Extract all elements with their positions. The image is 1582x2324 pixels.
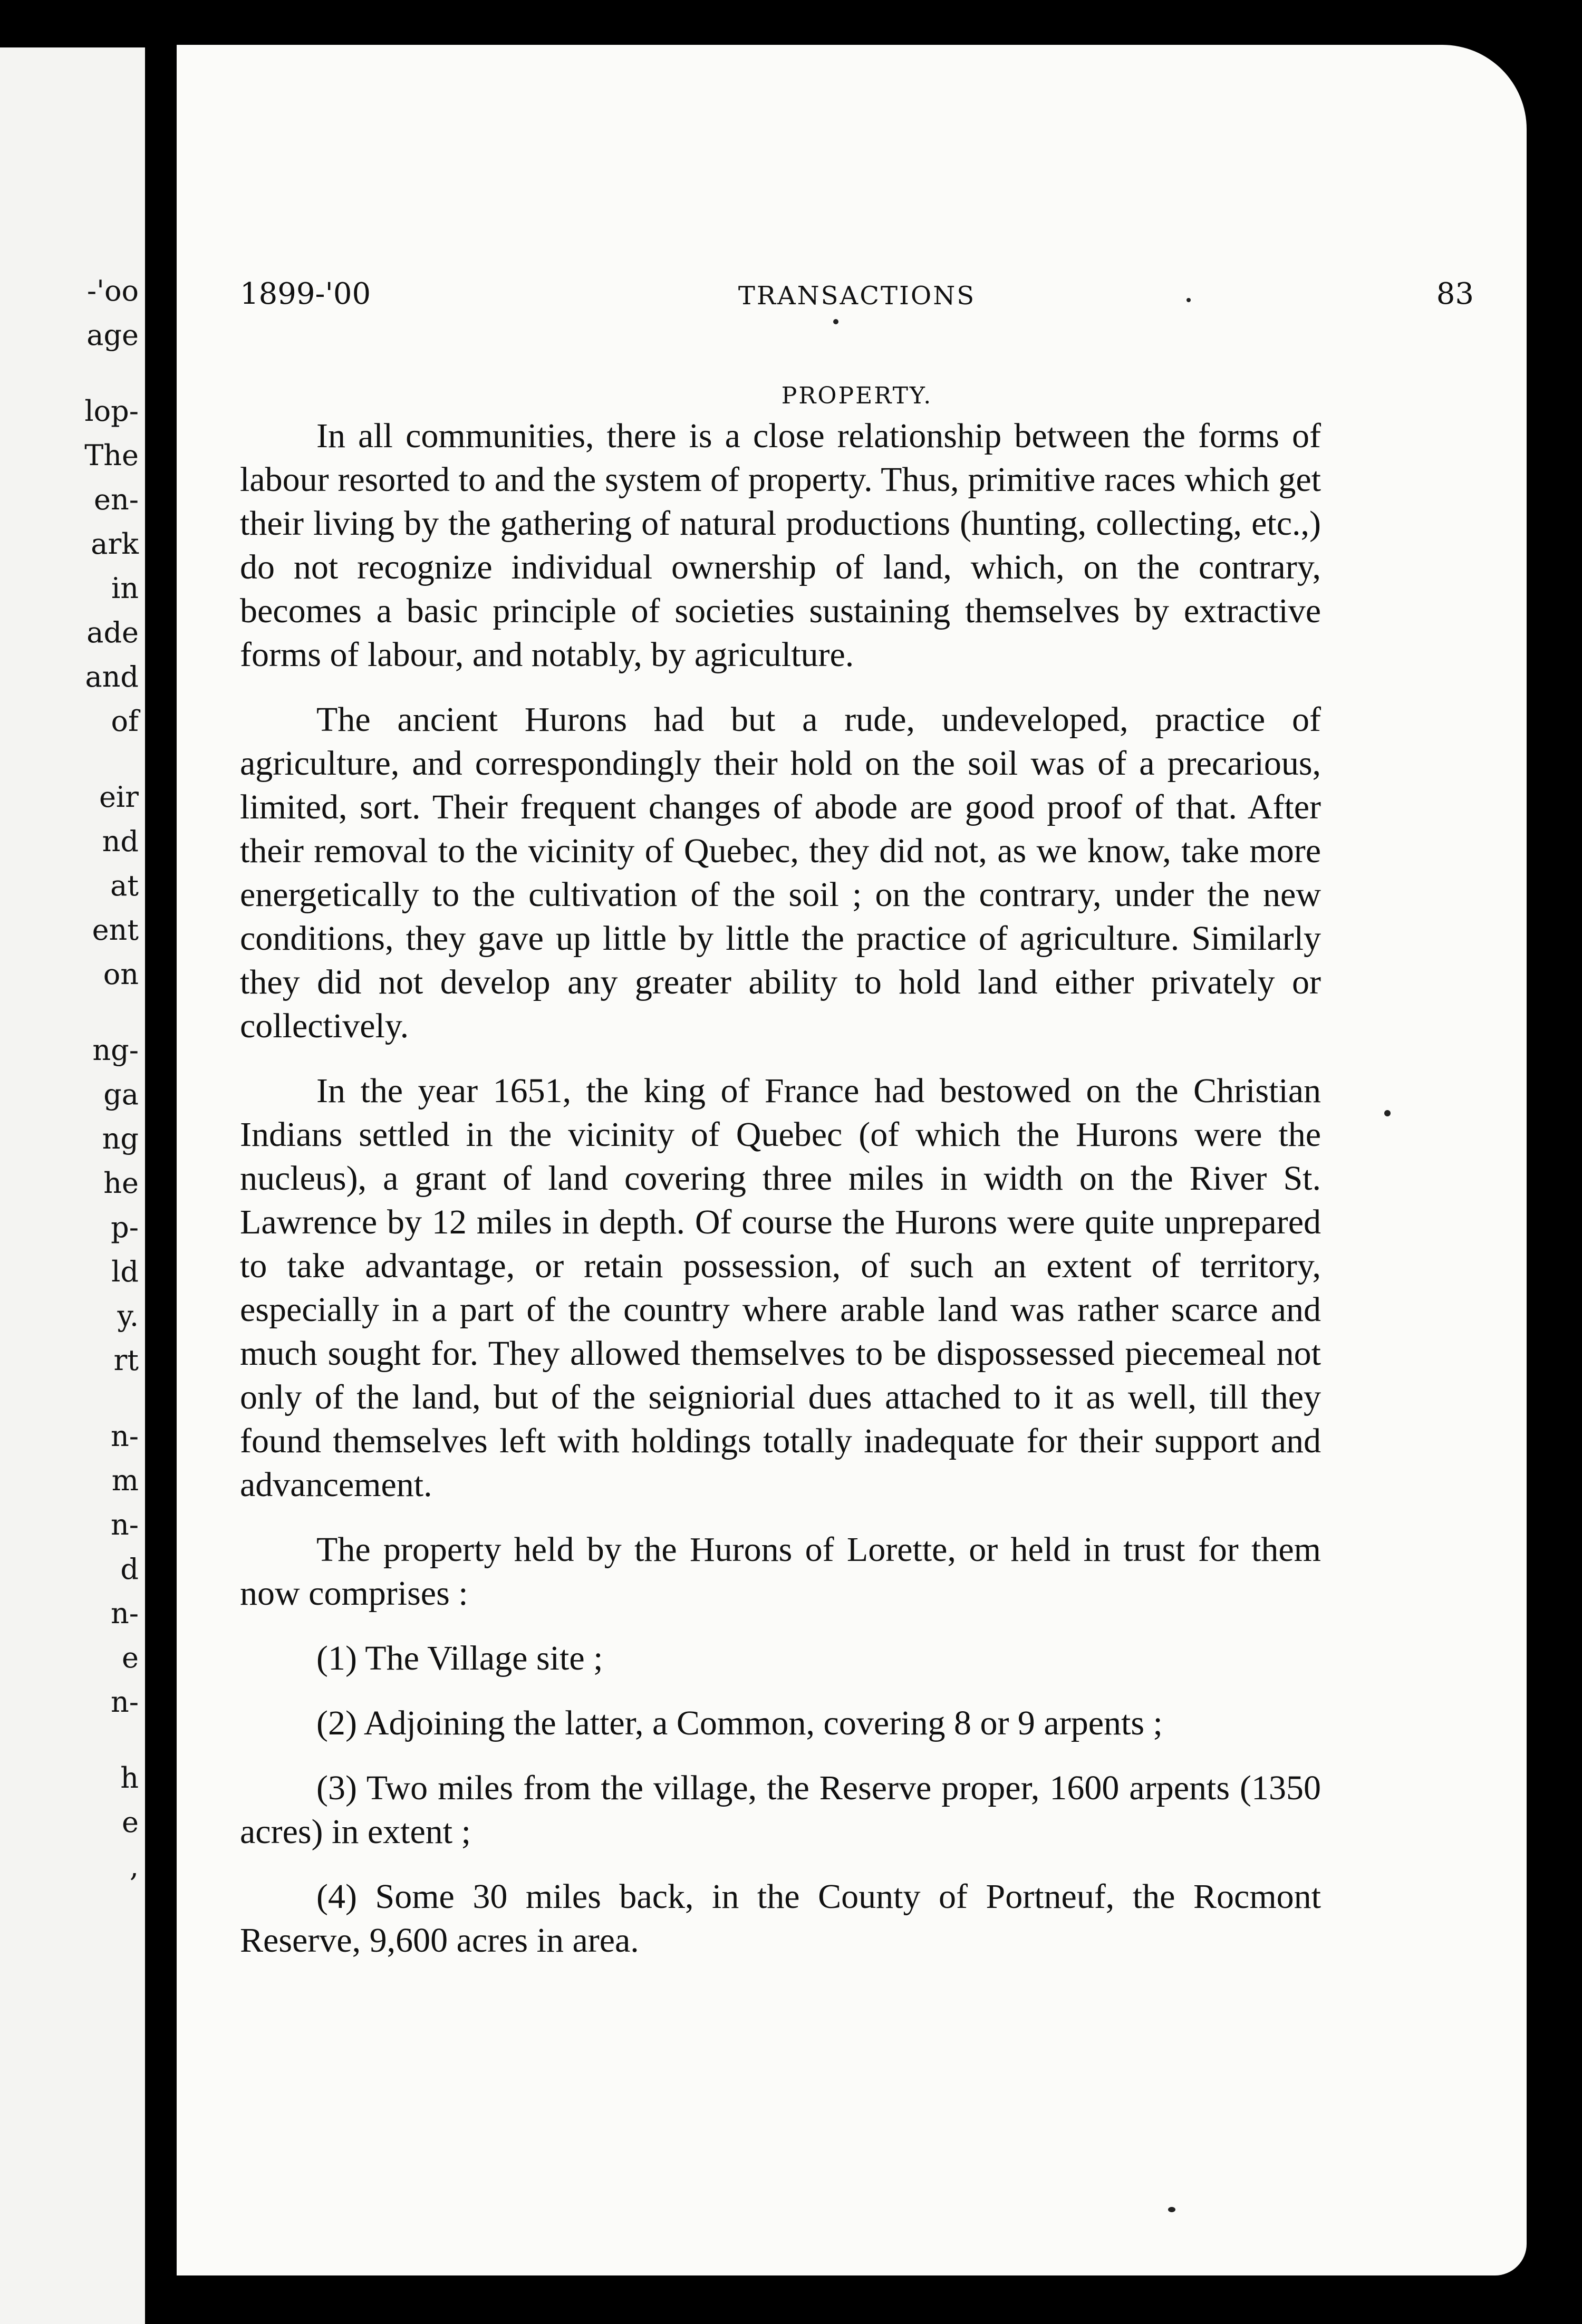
running-header — [240, 277, 1474, 319]
previous-page-fragment: n- — [110, 1685, 139, 1719]
list-item: (3) Two miles from the village, the Reserve proper, 1600 arpents (1350 acres) in extent ; — [240, 1769, 1321, 1851]
previous-page-fragment: age — [86, 319, 139, 352]
previous-page-fragment: m — [111, 1464, 139, 1497]
previous-page-fragment: lop- — [84, 394, 139, 428]
previous-page-fragment: e — [122, 1641, 139, 1674]
page-83 — [177, 45, 1527, 2275]
scan-speck — [1186, 298, 1191, 302]
previous-page-fragment: at — [110, 869, 139, 902]
scan-right-edge — [1527, 0, 1582, 2324]
list-item: (1) The Village site ; — [316, 1639, 603, 1677]
previous-page-fragment: of — [111, 705, 139, 738]
paragraph: In all communities, there is a close relationship between the forms of labour resorted to and the system of property. Thus, primitive races which get their living by the gathering of natural productions (hunting, collecting, etc.,) do not recognize individual ownership of land, which, on the contrary, becomes a basic principle of societies sustaining themselves by extractive forms of labour, and notably, by agriculture. — [240, 417, 1321, 674]
previous-page-fragment: n- — [110, 1420, 139, 1453]
previous-page-sliver — [0, 47, 145, 2324]
previous-page-fragment: d — [120, 1552, 139, 1586]
section-heading: PROPERTY. — [781, 382, 933, 409]
previous-page-fragment: ld — [111, 1255, 139, 1288]
previous-page-fragment: nd — [102, 825, 139, 858]
previous-page-fragment: p- — [111, 1211, 139, 1244]
previous-page-fragment: e — [122, 1806, 139, 1839]
previous-page-fragment: n- — [110, 1508, 139, 1541]
previous-page-fragment: , — [129, 1850, 139, 1883]
previous-page-fragment: ng- — [92, 1034, 139, 1067]
header-year: 1899-'00 — [240, 277, 371, 311]
previous-page-fragment: he — [103, 1166, 139, 1200]
list-item: (4) Some 30 miles back, in the County of Portneuf, the Rocmont Reserve, 9,600 acres in area. — [240, 1877, 1321, 1960]
previous-page-fragment: in — [111, 572, 139, 605]
paragraph: The ancient Hurons had but a rude, undeveloped, practice of agriculture, and correspondingly their hold on the soil was of a precarious, limited, sort. Their frequent changes of abode are good proof of that. After their removal to the vicinity of Quebec, they did not, as we know, take more energetically to the cultivation of the soil ; on the contrary, under the new conditions, they gave up little by little the practice of agriculture. Similarly they did not develop any greater ability to hold land either privately or collectively. — [240, 700, 1321, 1045]
paragraph: The property held by the Hurons of Lorette, or held in trust for them now comprises : — [240, 1530, 1321, 1613]
previous-page-fragment: ent — [92, 913, 139, 947]
previous-page-fragment: ng — [102, 1122, 139, 1155]
page-gutter — [145, 0, 177, 2324]
previous-page-fragment: -'oo — [86, 274, 139, 307]
list-item: (2) Adjoining the latter, a Common, covering 8 or 9 arpents ; — [316, 1704, 1163, 1742]
previous-page-fragment: en- — [94, 483, 139, 516]
body-text — [240, 414, 1321, 1983]
previous-page-fragment: n- — [110, 1597, 139, 1630]
previous-page-fragment: rt — [113, 1344, 139, 1377]
scan-speck — [1384, 1110, 1391, 1116]
previous-page-fragment: ade — [86, 616, 139, 649]
scan-speck — [1168, 2207, 1175, 2212]
running-title: TRANSACTIONS — [738, 281, 976, 311]
previous-page-fragment: ark — [91, 527, 139, 561]
previous-page-fragment: eir — [99, 780, 139, 814]
previous-page-fragment: on — [103, 958, 139, 991]
previous-page-fragment: and — [85, 660, 139, 693]
scan-speck — [833, 319, 838, 324]
paragraph: In the year 1651, the king of France had bestowed on the Christian Indians settled in the vicinity of Quebec (of which the Hurons were the nucleus), a grant of land covering three miles in width on the River St. Lawrence by 12 miles in depth. Of course the Hurons were quite unprepared to take advantage, or retain possession, of such an extent of territory, especially in a part of the country where arable land was rather scarce and much sought for. They allowed themselves to be dispossessed piecemeal not only of the land, but of the seigniorial dues attached to it as well, till they found themselves left with holdings totally inadequate for their support and advancement. — [240, 1072, 1321, 1504]
page-number: 83 — [1436, 277, 1474, 311]
previous-page-fragment: y. — [117, 1299, 139, 1333]
previous-page-fragment: h — [120, 1761, 139, 1795]
previous-page-fragment: ga — [103, 1078, 139, 1111]
previous-page-fragment: The — [84, 439, 139, 472]
